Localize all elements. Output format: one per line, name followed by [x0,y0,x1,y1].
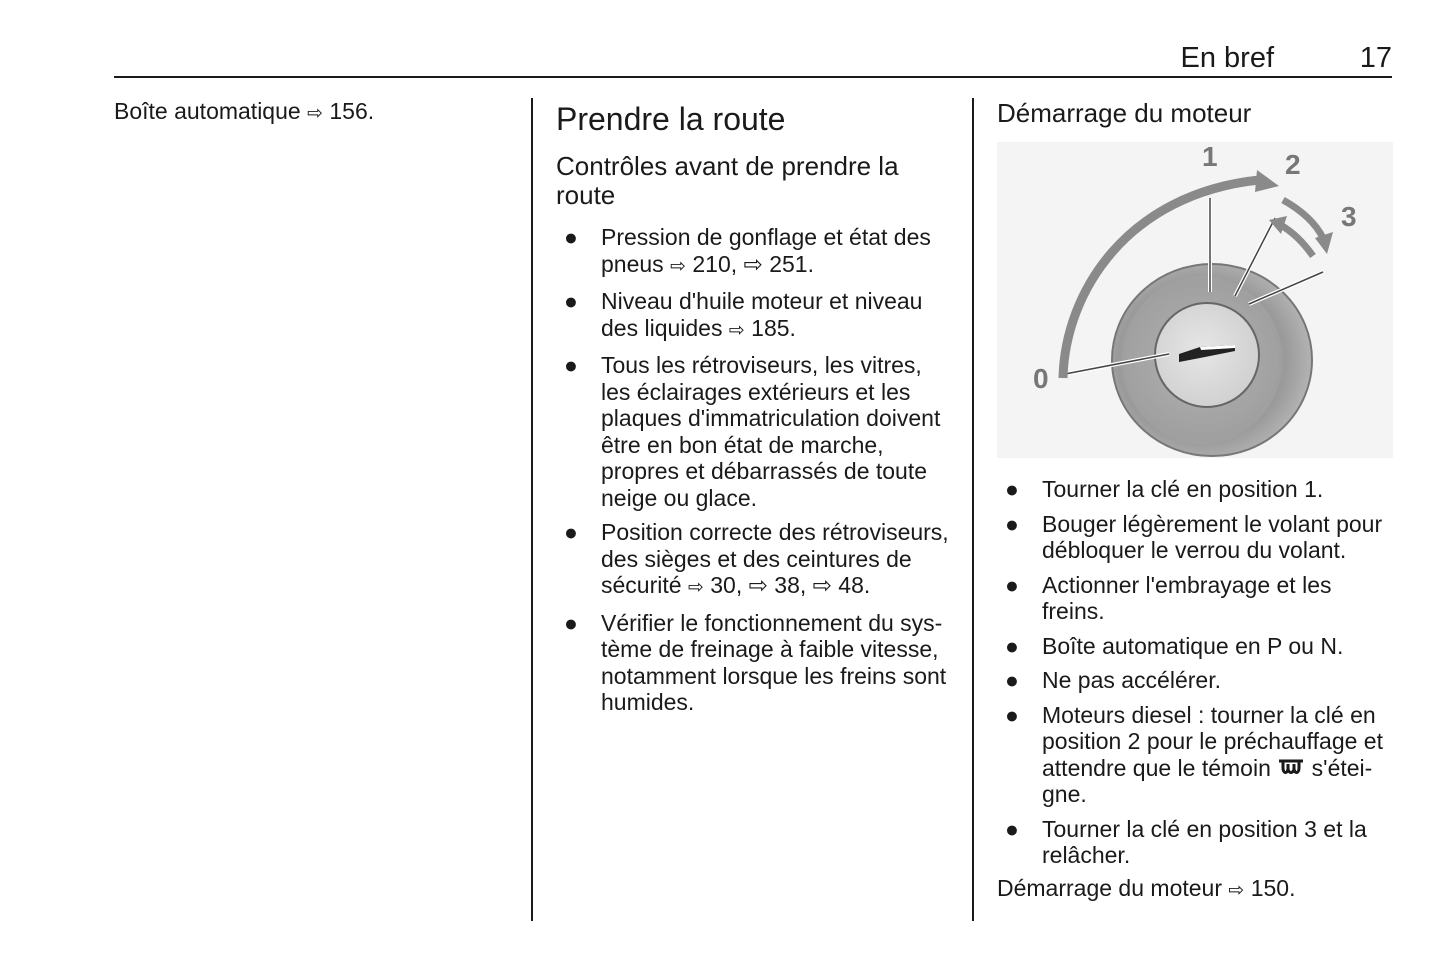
list-item [556,288,956,344]
ref-arrow-icon: ⇨ [307,103,323,124]
list-item-text: Niveau d'huile moteur et niveau des liquides [601,288,923,341]
column-left [114,98,514,127]
ref-text: Boîte automatique [114,98,301,124]
bullet-icon: ● [564,288,578,314]
list-item-text: Bouger légèrement le volant pour débloquer le verrou du volant. [1042,510,1383,563]
ref-text: Démarrage du moteur [997,874,1222,901]
checklist [556,224,956,716]
bullet-icon: ● [1005,815,1019,842]
ref-arrow-icon: ⇨ [687,577,704,598]
bullet-icon: ● [1005,632,1019,659]
ref-pages[interactable]: 210, ⇨ 251. [692,250,814,277]
list-item-text: Pression de gonflage et état des pneus [601,224,931,277]
column-right [997,98,1397,904]
list-item [997,511,1397,564]
column-middle [556,98,956,724]
ref-arrow-icon: ⇨ [670,255,686,277]
list-item [997,572,1397,625]
list-item-text: Tous les rétroviseurs, les vitres, les éclairages extérieurs et les plaques d'immatriculation doivent être en bon état de marche, propres et débarrassés de toute neige ou glace. [601,352,941,511]
list-item-text: Boîte automatique en P ou N. [1042,632,1344,659]
list-item-text: Actionner l'embrayage et les freins. [1042,571,1332,624]
list-item-text: Tourner la clé en position 1. [1042,476,1324,502]
bullet-icon: ● [1005,476,1019,502]
subsection-heading: Contrôles avant de prendre la route [556,151,899,210]
bullet-icon: ● [1005,701,1019,728]
start-steps-list [997,476,1397,869]
list-item-text: Moteurs diesel : tourner la clé en position 2 pour le préchauffage et attendre que le témoin [1042,701,1383,781]
page-header [114,36,1392,78]
bullet-icon: ● [1005,667,1019,693]
list-item-text: Position correcte des rétroviseurs, des sièges et des ceintures de sécurité [601,519,949,598]
bullet-icon: ● [564,352,578,378]
list-item-text: Tourner la clé en position 3 et la relâcher. [1042,815,1367,868]
list-item [997,702,1397,808]
list-item [556,519,956,602]
position-label: 3 [1341,201,1357,232]
header-section-title: En bref [1180,42,1274,74]
list-item-text: s'éteigne. [1042,754,1373,807]
list-item [997,633,1397,660]
ref-arrow-icon: ⇨ [1228,879,1245,901]
list-item-text: Ne pas accélérer. [1042,667,1221,693]
section-heading: Démarrage du moteur [997,98,1252,128]
ref-pages[interactable]: 185. [751,314,796,341]
list-item [556,224,956,280]
ignition-figure [997,142,1393,458]
bullet-icon: ● [1005,510,1019,537]
bullet-icon: ● [564,609,578,636]
glow-plug-icon [1277,758,1305,778]
ref-page: 150. [1250,874,1296,901]
list-item [997,816,1397,869]
page-number: 17 [1359,42,1392,74]
column-divider [531,98,533,921]
cross-reference[interactable] [114,98,514,127]
ref-page: 156. [329,98,375,124]
list-item [556,610,956,716]
position-label: 1 [1202,142,1218,172]
bullet-icon: ● [564,224,578,250]
position-label: 2 [1285,149,1301,180]
ignition-key-positions-icon [997,142,1393,458]
list-item [997,476,1397,503]
ref-pages[interactable]: 30, ⇨ 38, ⇨ 48. [710,572,871,598]
ref-arrow-icon: ⇨ [728,319,745,341]
position-label: 0 [1033,363,1049,394]
section-heading: Prendre la route [556,101,786,137]
bullet-icon: ● [564,519,578,545]
list-item [556,352,956,511]
list-item [997,667,1397,694]
column-divider [972,98,974,921]
cross-reference[interactable] [997,875,1397,904]
list-item-text: Vérifier le fonctionnement du système de freinage à faible vitesse, notamment lorsque les freins sont humides. [601,609,947,715]
bullet-icon: ● [1005,571,1019,598]
